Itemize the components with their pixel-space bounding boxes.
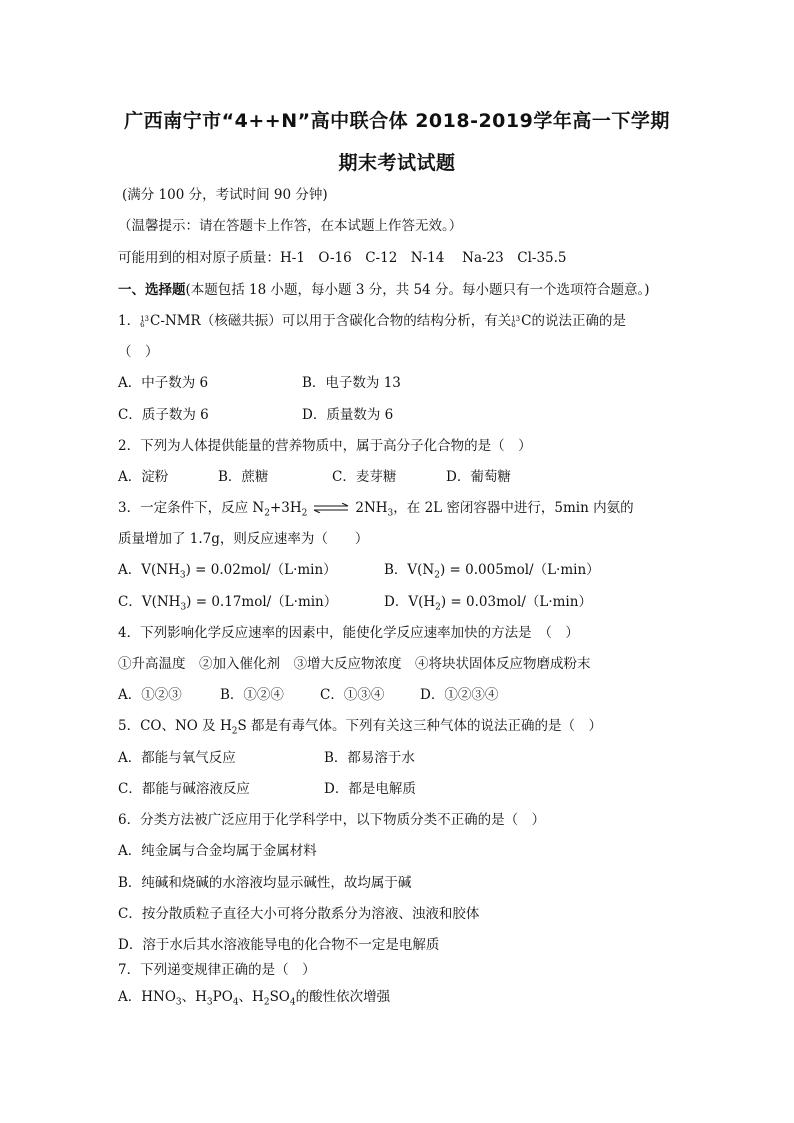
atomic-mass-list: 可能用到的相对原子质量：H-1 O-16 C-12 N-14 Na-23 Cl-35.5 xyxy=(118,250,567,266)
q1-option-d: D．质量数为 6 xyxy=(302,407,394,423)
q3-c-post: ) = 0.17mol/（L·min） xyxy=(186,594,338,610)
q3-option-d xyxy=(384,593,592,617)
q5-option-c: C．都能与碱溶液反应 xyxy=(118,781,250,797)
q3-b-sub: 2 xyxy=(434,570,440,581)
q5-option-b: B．都易溶于水 xyxy=(324,750,415,766)
section1-label: 一、选择题 xyxy=(118,282,186,298)
q7-a-post: 的酸性依次增强 xyxy=(295,989,391,1005)
q4-stem: 4．下列影响化学反应速率的因素中，能使化学反应速率加快的方法是 （ ） xyxy=(118,625,579,641)
q1-atomic-number: 6 xyxy=(140,320,145,329)
q4-option-d: D．①②③④ xyxy=(420,687,499,703)
q1-stem xyxy=(118,312,626,330)
q5-pre: 5．CO、NO 及 H xyxy=(118,718,232,734)
q7-a-m1: 、H xyxy=(181,989,207,1005)
q7-option-a xyxy=(118,988,390,1012)
q3-stem xyxy=(118,499,634,523)
q6-option-a: A．纯金属与合金均属于金属材料 xyxy=(118,843,317,859)
q3-c-sub: 3 xyxy=(180,602,187,613)
q3-a-post: ) = 0.02mol/（L·min） xyxy=(185,562,337,578)
q4-option-c: C．①③④ xyxy=(320,687,385,703)
q7-a-s2: 3 xyxy=(206,997,213,1008)
q1-paren: （ ） xyxy=(118,344,159,360)
q7-a-s3: 4 xyxy=(232,997,239,1008)
q3-pre: 3．一定条件下，反应 N xyxy=(118,500,265,516)
q7-a-m3: 、H xyxy=(238,989,264,1005)
q3-d-pre: D．V(H xyxy=(384,594,436,610)
q1-option-c: C．质子数为 6 xyxy=(118,407,209,423)
q4-option-b: B．①②④ xyxy=(220,687,284,703)
exam-title-line1: 广西南宁市“4++N”高中联合体 2018-2019学年高一下学期 xyxy=(124,110,670,132)
q2-option-a: A．淀粉 xyxy=(118,469,169,485)
reversible-arrow-icon xyxy=(313,500,349,518)
q3-option-c xyxy=(118,593,337,617)
q7-a-s4: 2 xyxy=(263,997,270,1008)
q3-mid: +3H xyxy=(269,500,302,516)
section1-desc: (本题包括 18 小题，每小题 3 分，共 54 分。每小题只有一个选项符合题意。) xyxy=(185,282,650,298)
q3-option-b xyxy=(384,561,600,585)
q1-option-b: B．电子数为 13 xyxy=(302,375,401,391)
q1-option-a: A．中子数为 6 xyxy=(118,375,209,391)
q5-option-a: A．都能与氧气反应 xyxy=(118,750,236,766)
q5-stem xyxy=(118,717,602,741)
q5-option-d: D．都是电解质 xyxy=(324,781,416,797)
section1-heading xyxy=(118,281,649,299)
q6-option-d: D．溶于水后其水溶液能导电的化合物不一定是电解质 xyxy=(118,937,440,953)
q3-stem-line2: 质量增加了 1.7g，则反应速率为（ ） xyxy=(118,531,369,547)
q3-d-sub: 2 xyxy=(435,602,441,613)
q3-b-pre: B．V(N xyxy=(384,562,435,578)
q1-number: 1． xyxy=(118,313,141,329)
q7-a-m2: PO xyxy=(212,989,233,1005)
q3-d-post: ) = 0.03mol/（L·min） xyxy=(440,594,592,610)
q5-sub: 2 xyxy=(231,726,238,737)
exam-title-line2: 期末考试试题 xyxy=(338,152,456,174)
q4-items: ①升高温度 ②加入催化剂 ③增大反应物浓度 ④将块状固体反应物磨成粉末 xyxy=(118,656,591,672)
score-info: (满分 100 分，考试时间 90 分钟) xyxy=(122,187,328,203)
q2-option-c: C．麦芽糖 xyxy=(332,469,397,485)
q3-option-a xyxy=(118,561,337,585)
q5-post: S 都是有毒气体。下列有关这三种气体的说法正确的是（ ） xyxy=(237,718,603,734)
q2-option-b: B．蔗糖 xyxy=(218,469,269,485)
q3-a-pre: A．V(NH xyxy=(118,562,180,578)
q7-a-s1: 3 xyxy=(175,997,182,1008)
q1-mass-number-2: 13 xyxy=(511,314,521,323)
q1-text-a: C-NMR（核磁共振）可以用于含碳化合物的结构分析，有关 xyxy=(150,313,512,329)
q2-stem: 2．下列为人体提供能量的营养物质中，属于高分子化合物的是（ ） xyxy=(118,438,532,454)
q6-stem: 6．分类方法被广泛应用于化学科学中，以下物质分类不正确的是（ ） xyxy=(118,812,546,828)
q1-atomic-number-2: 6 xyxy=(511,320,516,329)
q1-mass-number: 13 xyxy=(140,314,150,323)
q1-text-b: C的说法正确的是 xyxy=(521,313,626,329)
q3-c-pre: C．V(NH xyxy=(118,594,181,610)
q7-a-pre: A．HNO xyxy=(118,989,176,1005)
q7-stem: 7．下列递变规律正确的是（ ） xyxy=(118,962,316,978)
q3-sub-2: 2 xyxy=(301,508,308,519)
q6-option-b: B．纯碱和烧碱的水溶液均显示碱性，故均属于碱 xyxy=(118,875,412,891)
q3-product: 2NH xyxy=(355,500,388,516)
q6-option-c: C．按分散质粒子直径大小可将分散系分为溶液、浊液和胶体 xyxy=(118,906,480,922)
answer-tip: （温馨提示：请在答题卡上作答，在本试题上作答无效。） xyxy=(118,218,463,234)
q7-a-m4: SO xyxy=(269,989,290,1005)
q1-isotope-2 xyxy=(511,316,520,328)
q7-a-s5: 4 xyxy=(289,997,296,1008)
q4-option-a: A．①②③ xyxy=(118,687,182,703)
q3-a-sub: 3 xyxy=(179,570,186,581)
q3-post: ，在 2L 密闭容器中进行，5min 内氨的 xyxy=(393,500,634,516)
q3-sub-3: 3 xyxy=(387,508,394,519)
q3-b-post: ) = 0.005mol/（L·min） xyxy=(439,562,600,578)
q2-option-d: D．葡萄糖 xyxy=(446,469,511,485)
q1-isotope-1 xyxy=(140,316,149,328)
q3-sub-1: 2 xyxy=(264,508,270,519)
